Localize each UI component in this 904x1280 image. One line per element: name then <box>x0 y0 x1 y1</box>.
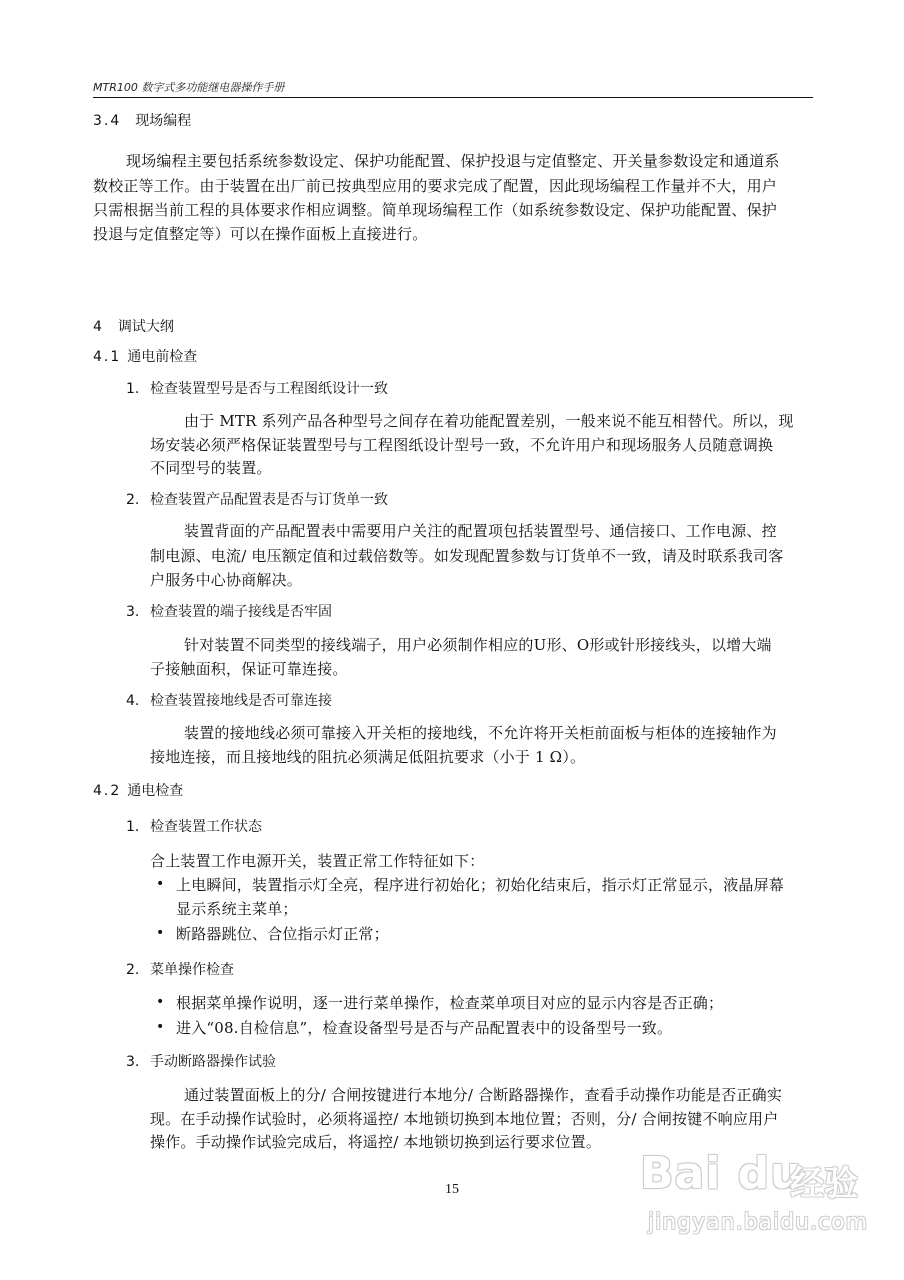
item-number: 1. <box>126 819 140 835</box>
paragraph-line: 合上装置工作电源开关，装置正常工作特征如下： <box>150 852 485 870</box>
bullet-text: 根据菜单操作说明，逐一进行菜单操作，检查菜单项目对应的显示内容是否正确； <box>176 994 724 1012</box>
section-number: 3.4 <box>93 113 122 129</box>
paragraph-line: 操作。手动操作试验完成后，将遥控/ 本地锁切换到运行要求位置。 <box>150 1133 602 1151</box>
item-number: 4. <box>126 693 140 709</box>
item-title: 检查装置产品配置表是否与订货单一致 <box>150 492 388 508</box>
check-item-heading <box>126 378 388 398</box>
paragraph-line: 现。在手动操作试验时，必须将遥控/ 本地锁切换到本地位置；否则，分/ 合闸按键不响应用户 <box>150 1110 779 1128</box>
section-title: 通电前检查 <box>127 349 198 365</box>
bullet-dot: • <box>156 925 165 941</box>
check-item-heading <box>126 959 234 979</box>
section-4-1-heading <box>93 346 197 366</box>
header-rule <box>93 97 813 98</box>
bullet-dot: • <box>156 1019 165 1035</box>
item-title: 手动断路器操作试验 <box>150 1054 276 1070</box>
section-title: 现场编程 <box>135 113 192 129</box>
item-title: 菜单操作检查 <box>150 962 234 978</box>
section-3-4-heading <box>93 110 191 130</box>
paragraph-line: 装置背面的产品配置表中需要用户关注的配置项包括装置型号、通信接口、工作电源、控 <box>184 522 777 540</box>
paragraph-line: 接地连接，而且接地线的阻抗必须满足低阻抗要求（小于 1 Ω）。 <box>150 748 586 766</box>
check-item-heading <box>126 489 388 509</box>
section-4-heading <box>93 316 174 336</box>
item-number: 3. <box>126 1054 140 1070</box>
item-title: 检查装置的端子接线是否牢固 <box>150 604 332 620</box>
item-number: 1. <box>126 381 140 397</box>
baidu-jingyan-watermark <box>640 1148 880 1248</box>
watermark-cn: 经验 <box>790 1164 858 1204</box>
section-number: 4.2 <box>93 783 122 799</box>
section-number: 4 <box>93 319 104 335</box>
check-item-heading <box>126 1051 276 1071</box>
bullet-text: 上电瞬间，装置指示灯全亮，程序进行初始化；初始化结束后，指示灯正常显示，液晶屏幕 <box>176 876 785 894</box>
page-number: 15 <box>445 1182 459 1197</box>
item-title: 检查装置接地线是否可靠连接 <box>150 693 332 709</box>
paragraph-line: 不同型号的装置。 <box>150 459 272 477</box>
paragraph-line: 户服务中心协商解决。 <box>150 571 303 589</box>
paragraph-line: 场安装必须严格保证装置型号与工程图纸设计型号一致，不允许用户和现场服务人员随意调换 <box>150 436 774 454</box>
section-title: 通电检查 <box>127 783 184 799</box>
paragraph-line: 装置的接地线必须可靠接入开关柜的接地线，不允许将开关柜前面板与柜体的连接轴作为 <box>184 724 777 742</box>
bullet-dot: • <box>156 994 165 1010</box>
item-number: 2. <box>126 492 140 508</box>
paragraph-line: 只需根据当前工程的具体要求作相应调整。简单现场编程工作（如系统参数设定、保护功能配置、保护 <box>93 201 778 219</box>
bullet-dot: • <box>156 876 165 892</box>
paragraph-line: 数校正等工作。由于装置在出厂前已按典型应用的要求完成了配置，因此现场编程工作量并不大，用户 <box>93 177 778 195</box>
section-number: 4.1 <box>93 349 122 365</box>
item-number: 2. <box>126 962 140 978</box>
item-title: 检查装置工作状态 <box>150 819 262 835</box>
paragraph-line: 投退与定值整定等）可以在操作面板上直接进行。 <box>93 225 428 243</box>
bullet-text: 进入“08.自检信息”，检查设备型号是否与产品配置表中的设备型号一致。 <box>176 1019 673 1037</box>
section-title: 调试大纲 <box>117 319 174 335</box>
check-item-heading <box>126 601 332 621</box>
watermark-url: jingyan.baidu.com <box>648 1210 869 1235</box>
item-number: 3. <box>126 604 140 620</box>
paragraph-line: 针对装置不同类型的接线端子，用户必须制作相应的U形、O形或针形接线头，以增大端 <box>184 636 772 654</box>
check-item-heading <box>126 816 262 836</box>
paragraph-line: 子接触面积，保证可靠连接。 <box>150 660 348 678</box>
paragraph-line: 现场编程主要包括系统参数设定、保护功能配置、保护投退与定值整定、开关量参数设定和通道系 <box>126 152 780 170</box>
paragraph-line: 制电源、电流/ 电压额定值和过载倍数等。如发现配置参数与订货单不一致，请及时联系我司客 <box>150 547 784 565</box>
section-4-2-heading <box>93 780 183 800</box>
paragraph-line: 由于 MTR 系列产品各种型号之间存在着功能配置差别，一般来说不能互相替代。所以，现 <box>184 412 794 430</box>
running-header: MTR100 数字式多功能继电器操作手册 <box>93 81 285 94</box>
paragraph-line: 通过装置面板上的分/ 合闸按键进行本地分/ 合断路器操作，查看手动操作功能是否正确实 <box>184 1086 783 1104</box>
bullet-text: 断路器跳位、合位指示灯正常； <box>176 925 389 943</box>
bullet-text: 显示系统主菜单； <box>176 900 298 918</box>
watermark-brand: Bai du <box>640 1148 803 1199</box>
item-title: 检查装置型号是否与工程图纸设计一致 <box>150 381 388 397</box>
check-item-heading <box>126 690 332 710</box>
